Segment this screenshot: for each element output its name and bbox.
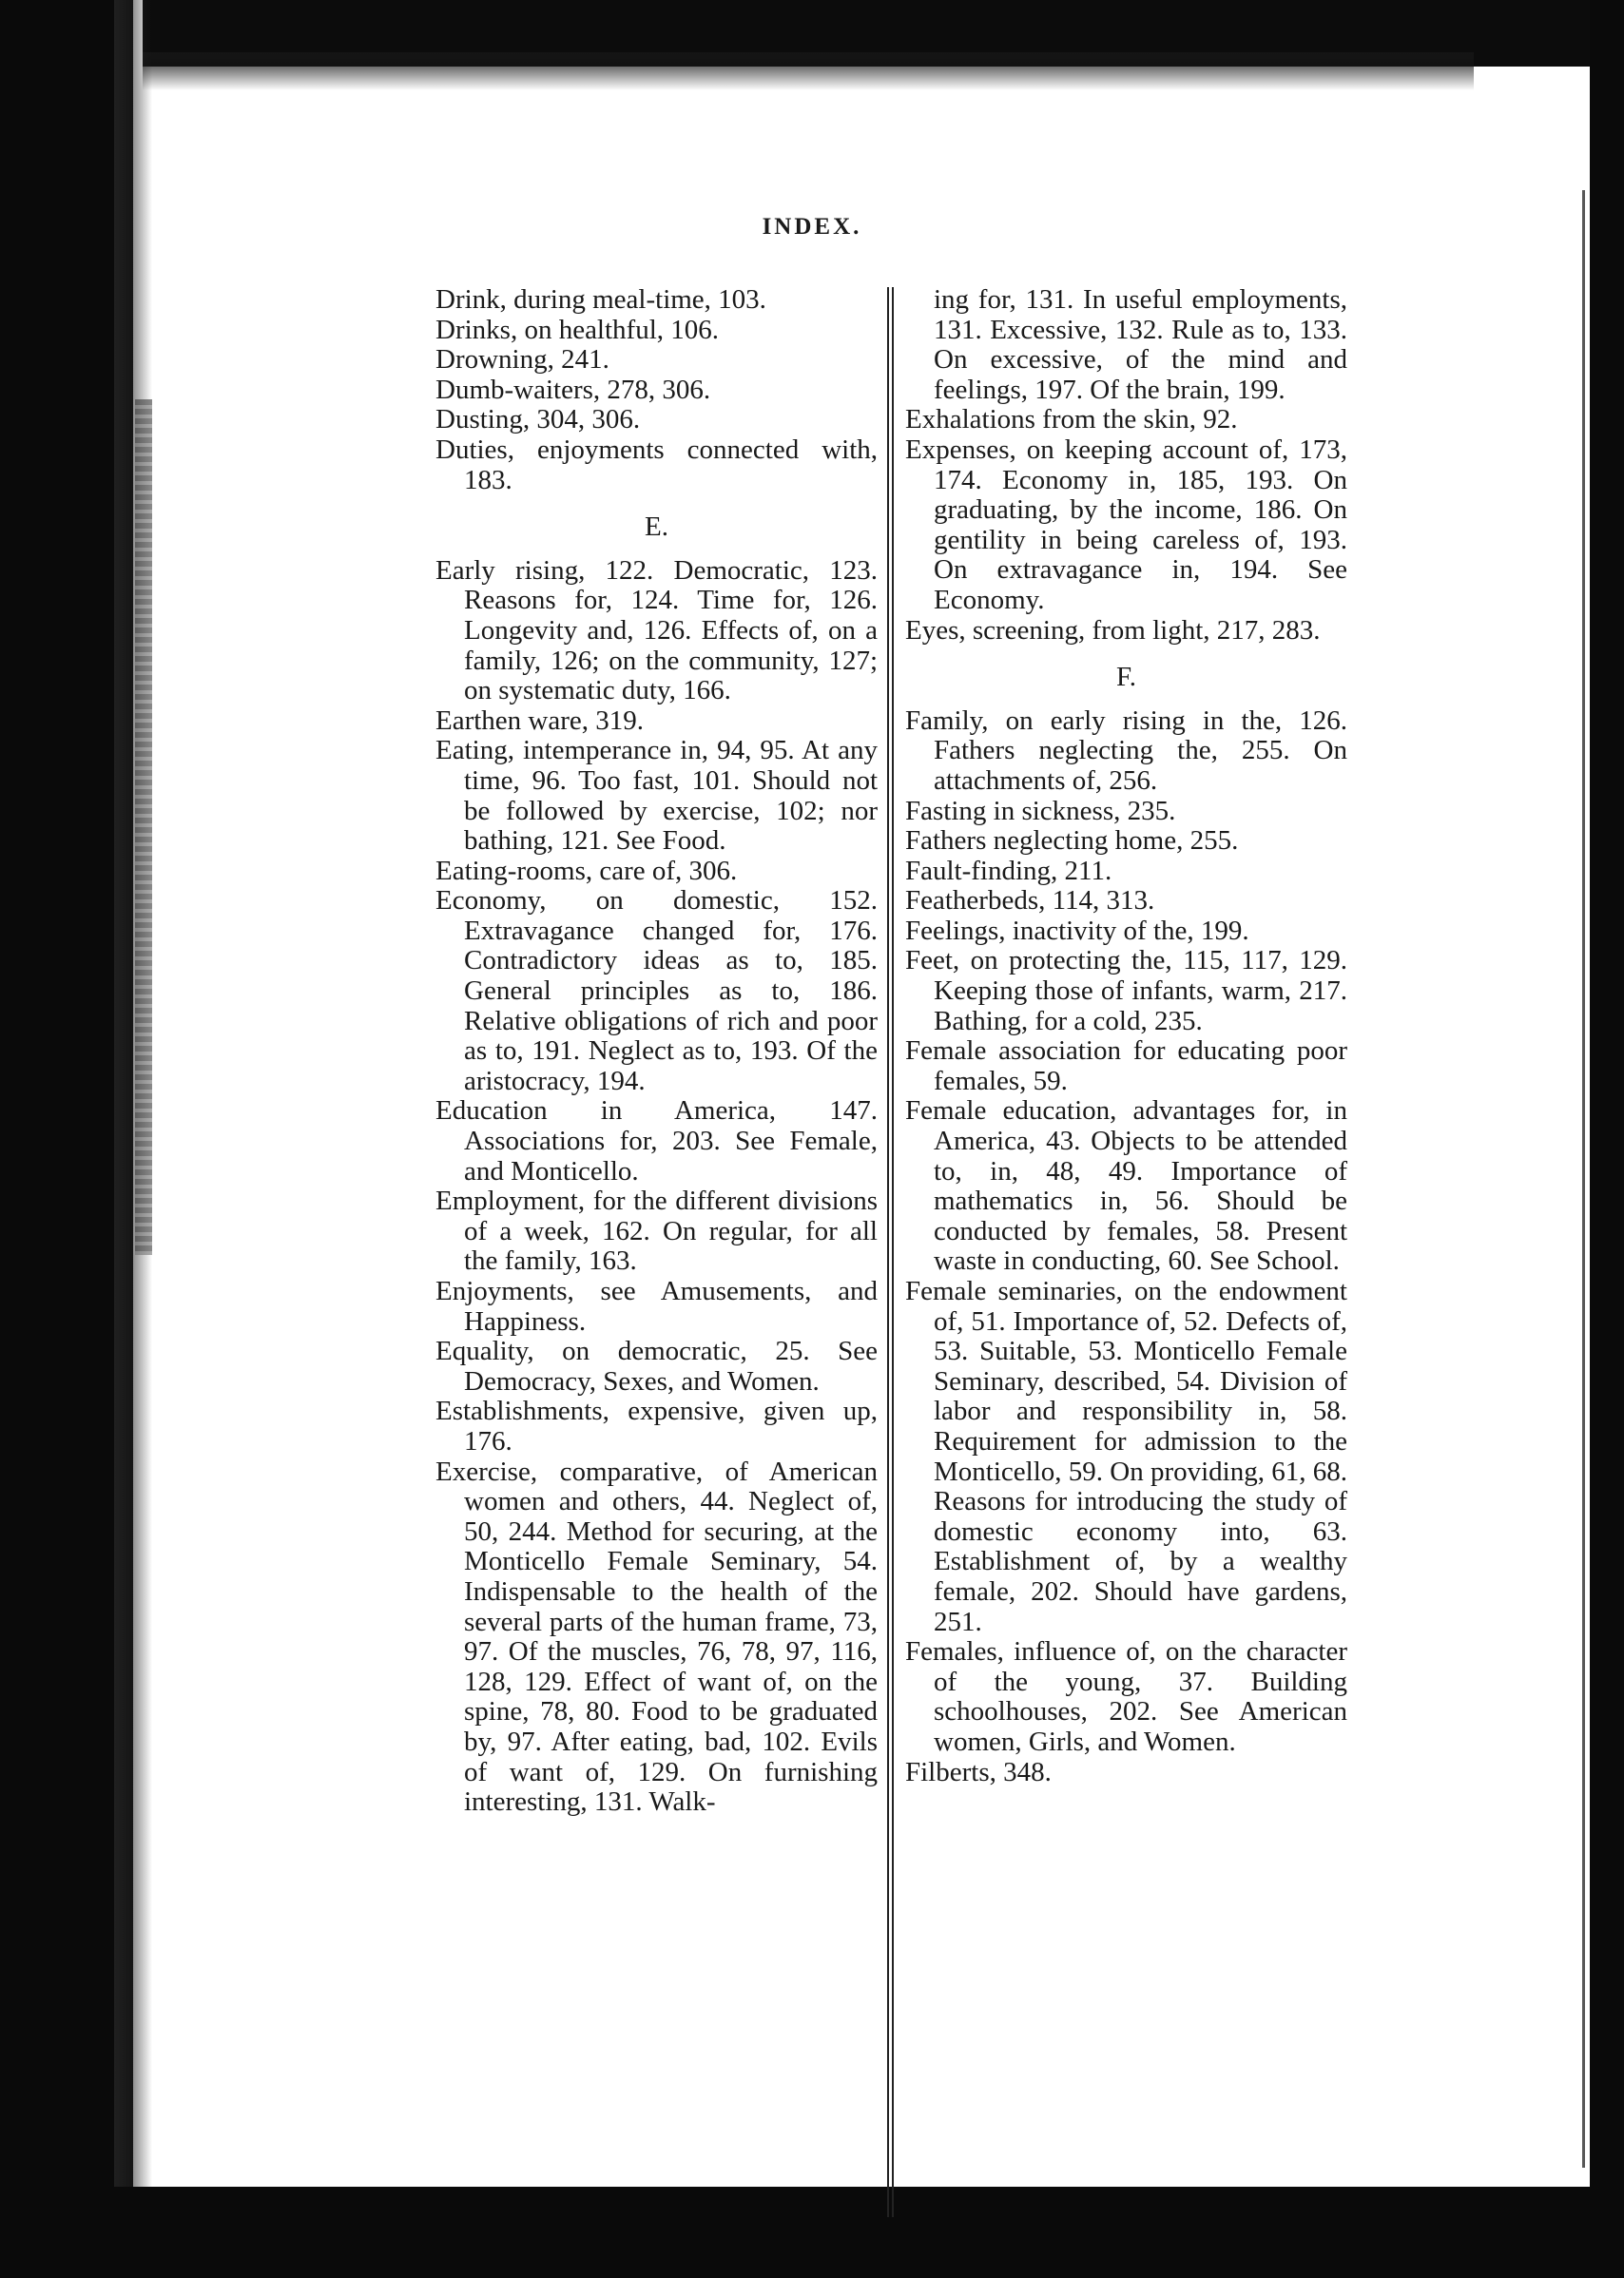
index-entry: Earthen ware, 319. (435, 705, 645, 736)
scan-shadow-top (143, 52, 1474, 90)
index-entry: Enjoyments, see Amusements, and Happiness. (435, 1276, 878, 1337)
scan-border-left (0, 0, 133, 2278)
index-entry: Female association for educating poor females, 59. (905, 1035, 1347, 1096)
section-letter: E. (645, 512, 668, 543)
section-letter: F. (1115, 662, 1137, 693)
index-entry: Feelings, inactivity of the, 199. (905, 915, 1249, 946)
index-entry: Dumb-waiters, 278, 306. (435, 374, 711, 405)
index-entry: Eating-rooms, care of, 306. (435, 855, 738, 886)
index-entry: Fasting in sickness, 235. (905, 795, 1176, 826)
index-entry: Establishments, expensive, given up, 176. (435, 1396, 878, 1457)
index-entry: Female education, advantages for, in America, 43. Objects to be attended to, in, 48, 49. Importance of mathematics in, 56. Should be conducted by females, 58. Present waste in conducting, 60. See School. (905, 1095, 1347, 1277)
index-entry: Eyes, screening, from light, 217, 283. (905, 614, 1321, 646)
index-entry: Featherbeds, 114, 313. (905, 885, 1155, 917)
index-entry: Education in America, 147. Associations for, 203. See Female, and Monticello. (435, 1095, 878, 1187)
index-entry: Female seminaries, on the endowment of, 51. Importance of, 52. Defects of, 53. Suitable, 53. Monticello Female Seminary, described, 54. Division of labor and responsibility in, 58. Requirement for admission to the Monticello, 59. On providing, 61, 68. Reasons for introducing the study of domestic economy into, 63. Establishment of, by a wealthy female, 202. Should have gardens, 251. (905, 1276, 1347, 1637)
index-entry: Dusting, 304, 306. (435, 404, 641, 435)
index-entry: Drink, during meal-time, 103. (435, 284, 766, 315)
index-entry: Fault-finding, 211. (905, 855, 1112, 886)
index-entry: Fathers neglecting home, 255. (905, 825, 1239, 857)
index-entry: Females, influence of, on the character of the young, 37. Building schoolhouses, 202. See American women, Girls, and Women. (905, 1636, 1347, 1757)
scan-border-bottom (0, 2187, 1624, 2278)
index-column-left (435, 285, 878, 1818)
index-entry: Duties, enjoyments connected with, 183. (435, 434, 878, 495)
index-entry: Early rising, 122. Democratic, 123. Reasons for, 124. Time for, 126. Longevity and, 126. Effects of, on a family, 126; on the community, 127; on systematic duty, 166. (435, 554, 878, 706)
index-entry: Exercise, comparative, of American women and others, 44. Neglect of, 50, 244. Method for securing, at the Monticello Female Seminary, 54. Indispensable to the health of the several parts of the human frame, 73, 97. Of the muscles, 76, 78, 97, 116, 128, 129. Effect of want of, on the spine, 78, 80. Food to be graduated by, 97. After eating, bad, 102. Evils of want of, 129. On furnishing interesting, 131. Walk- (435, 1456, 878, 1818)
index-entry: Expenses, on keeping account of, 173, 174. Economy in, 185, 193. On graduating, by the income, 186. On gentility in being careless of, 193. On extravagance in, 194. See Economy. (905, 434, 1347, 615)
column-divider (887, 287, 894, 2217)
index-entry: Feet, on protecting the, 115, 117, 129. Keeping those of infants, warm, 217. Bathing, for a cold, 235. (905, 945, 1347, 1036)
binding-artifact (135, 399, 152, 1255)
index-column-right (905, 285, 1347, 1787)
index-entry: Family, on early rising in the, 126. Fathers neglecting the, 255. On attachments of, 256. (905, 705, 1347, 796)
page-title: INDEX. (762, 214, 862, 240)
index-entry: Employment, for the different divisions of a week, 162. On regular, for all the family, 163. (435, 1186, 878, 1277)
index-entry: Exhalations from the skin, 92. (905, 404, 1238, 435)
index-entry: Drowning, 241. (435, 344, 609, 376)
index-entry: Eating, intemperance in, 94, 95. At any time, 96. Too fast, 101. Should not be followed by exercise, 102; nor bathing, 121. See Food. (435, 735, 878, 857)
index-entry: Equality, on democratic, 25. See Democracy, Sexes, and Women. (435, 1336, 878, 1397)
index-entry: Drinks, on healthful, 106. (435, 314, 720, 345)
scan-border-right (1590, 0, 1624, 2278)
index-entry: Filberts, 348. (905, 1756, 1052, 1787)
index-entry-continued: ing for, 131. In useful employments, 131. Excessive, 132. Rule as to, 133. On excessive, of the mind and feelings, 197. Of the brain, 199. (934, 284, 1347, 405)
scan-edge-line (1582, 190, 1585, 2168)
index-entry: Economy, on domestic, 152. Extravagance changed for, 176. Contradictory ideas as to, 185. General principles as to, 186. Relative obligations of rich and poor as to, 191. Neglect as to, 193. Of the aristocracy, 194. (435, 885, 878, 1096)
